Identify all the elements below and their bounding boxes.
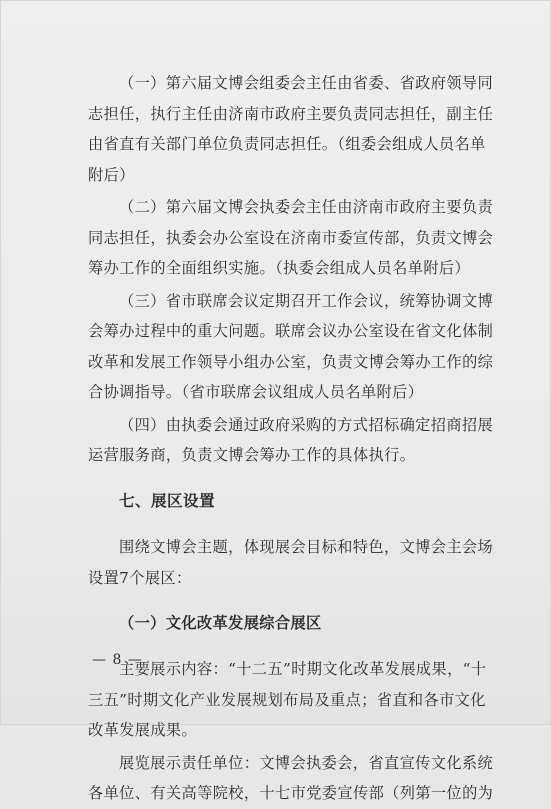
document-body — [88, 68, 497, 809]
paragraph-3: （三）省市联席会议定期召开工作会议，统筹协调文博会筹办过程中的重大问题。联席会议办公室设在省文化体制改革和发展工作领导小组办公室，负责文博会筹办工作的综合协调指导。（省市联席会议组成人员名单附后） — [88, 291, 494, 401]
section-intro: 围绕文博会主题，体现展会目标和特色，文博会主会场设置7个展区： — [88, 538, 494, 587]
section-heading: 七、展区设置 — [119, 491, 215, 511]
page-number: — 8 — — [92, 652, 143, 668]
paragraph-1: （一）第六届文博会组委会主任由省委、省政府领导同志担任，执行主任由济南市政府主要负责同志担任，副主任由省直有关部门单位负责同志担任。（组委会组成人员名单附后） — [88, 74, 494, 184]
subsection-heading: （一）文化改革发展综合展区 — [119, 614, 322, 633]
subsection-paragraph-2: 展览展示责任单位：文博会执委会，省直宣传文化系统各单位、有关高等院校，十七市党委宣传部（列第一位的为 — [88, 753, 494, 803]
paragraph-4: （四）由执委会通过政府采购的方式招标确定招商招展运营服务商，负责文博会筹办工作的具体执行。 — [88, 415, 494, 464]
subsection-paragraph-1: 主要展示内容：“十二五”时期文化改革发展成果，“十三五”时期文化产业发展规划布局及重点；省直和各市文化改革发展成果。 — [88, 660, 487, 740]
paragraph-2: （二）第六届文博会执委会主任由济南市政府主要负责同志担任，执委会办公室设在济南市委宣传部，负责文博会筹办工作的全面组织实施。（执委会组成人员名单附后） — [88, 198, 494, 277]
